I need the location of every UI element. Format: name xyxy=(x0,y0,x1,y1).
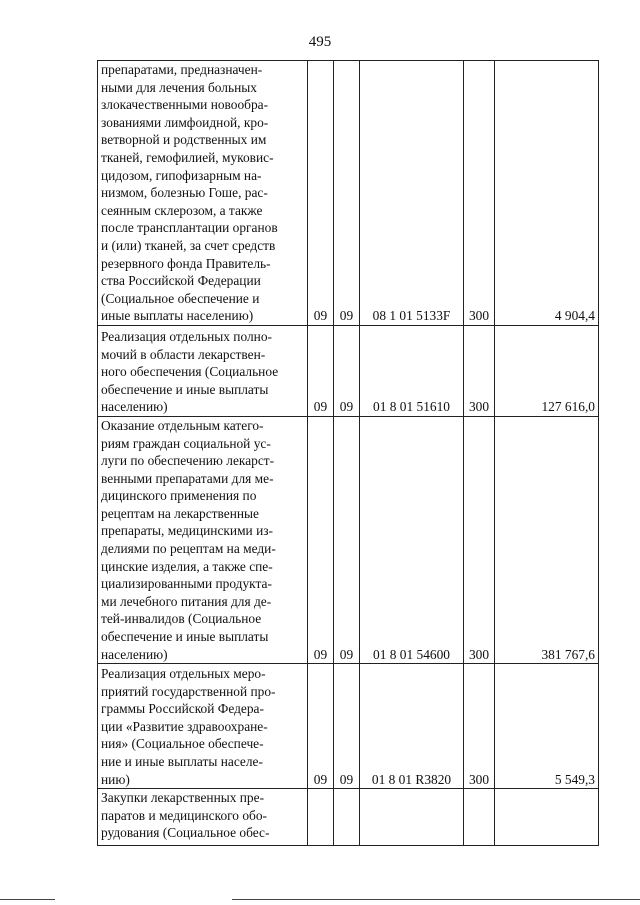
target-article-code: 08 1 01 5133F xyxy=(360,61,464,326)
row-description: Закупки лекарственных пре- паратов и медицинского обо- рудования (Социальное обес- xyxy=(98,789,308,846)
expense-type-code: 300 xyxy=(464,325,495,416)
expense-type-code xyxy=(464,789,495,846)
footer-line-left xyxy=(0,899,55,900)
row-description: Реализация отдельных меро- приятий государственной про- граммы Российской Федера- ции «Развитие здравоохране- ния» (Социальное обеспече- ние и иные выплаты населе- нию) xyxy=(98,664,308,789)
target-article-code: 01 8 01 51610 xyxy=(360,325,464,416)
amount-value xyxy=(495,789,599,846)
table-row xyxy=(98,416,599,663)
amount-value: 127 616,0 xyxy=(495,325,599,416)
amount-value: 381 767,6 xyxy=(495,416,599,663)
target-article-code: 01 8 01 R3820 xyxy=(360,664,464,789)
section-code xyxy=(308,789,334,846)
subsection-code: 09 xyxy=(334,416,360,663)
target-article-code xyxy=(360,789,464,846)
section-code: 09 xyxy=(308,416,334,663)
section-code: 09 xyxy=(308,61,334,326)
row-description: Реализация отдельных полно- мочий в области лекарствен- ного обеспечения (Социальное обеспечение и иные выплаты населению) xyxy=(98,325,308,416)
table-row xyxy=(98,61,599,326)
subsection-code xyxy=(334,789,360,846)
expense-type-code: 300 xyxy=(464,416,495,663)
row-description: Оказание отдельным катего- риям граждан социальной ус- луги по обеспечению лекарст- венными препаратами для ме- дицинского применения по рецептам на лекарственные препараты, медицинскими из- делиями по рецептам на меди- цинские изделия, а также спе- циализированными продукта- ми лечебного питания для де- тей-инвалидов (Социальное обеспечение и иные выплаты населению) xyxy=(98,416,308,663)
expense-type-code: 300 xyxy=(464,664,495,789)
amount-value: 5 549,3 xyxy=(495,664,599,789)
target-article-code: 01 8 01 54600 xyxy=(360,416,464,663)
amount-value: 4 904,4 xyxy=(495,61,599,326)
expense-type-code: 300 xyxy=(464,61,495,326)
section-code: 09 xyxy=(308,664,334,789)
page-number: 495 xyxy=(308,34,332,50)
footer-line-right xyxy=(232,899,640,900)
subsection-code: 09 xyxy=(334,61,360,326)
table-row xyxy=(98,789,599,846)
subsection-code: 09 xyxy=(334,325,360,416)
table-row xyxy=(98,325,599,416)
table-row xyxy=(98,664,599,789)
section-code: 09 xyxy=(308,325,334,416)
subsection-code: 09 xyxy=(334,664,360,789)
row-description: препаратами, предназначен- ными для лечения больных злокачественными новообра- зованиями лимфоидной, кро- ветворной и родственных им тканей, гемофилией, муковис- цидозом, гипофизарным на- низмом, болезнью Гоше, рас- сеянным склерозом, а также после трансплантации органов и (или) тканей, за счет средств резервного фонда Правитель- ства Российской Федерации (Социальное обеспечение и иные выплаты населению) xyxy=(98,61,308,326)
budget-table xyxy=(97,60,599,846)
